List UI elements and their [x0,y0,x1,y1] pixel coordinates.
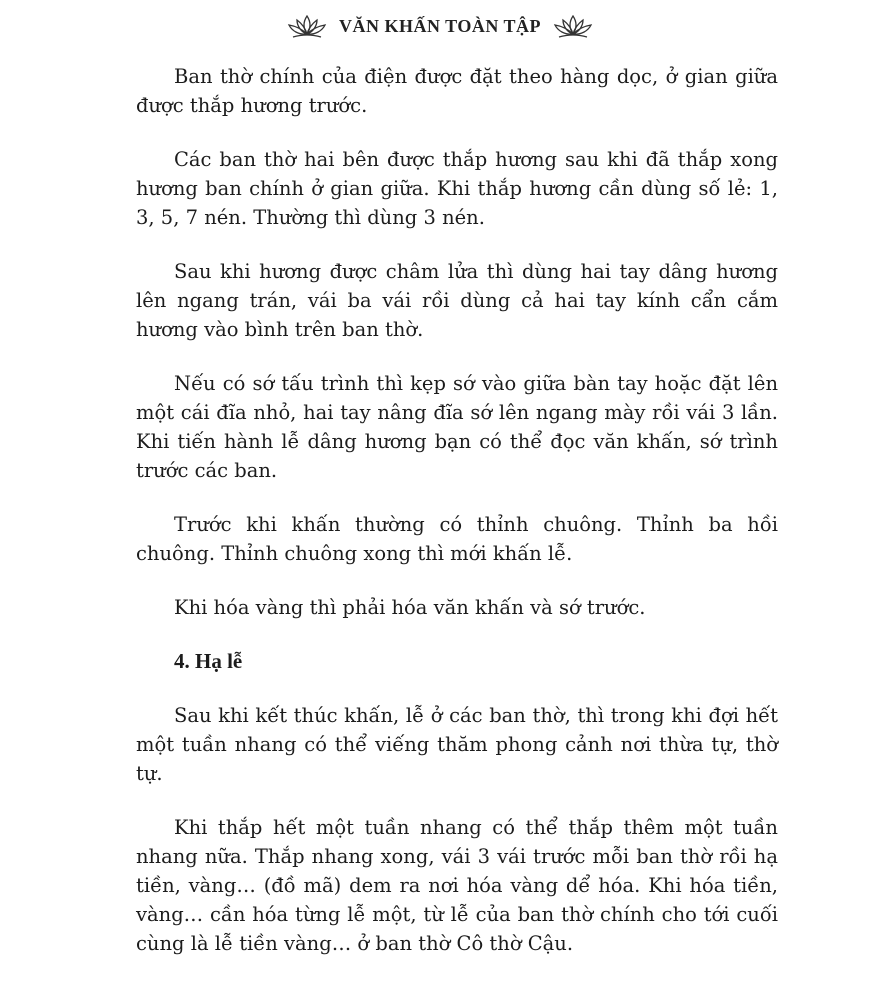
paragraph: Sau khi kết thúc khấn, lễ ở các ban thờ, thì trong khi đợi hết một tuần nhang có thể viếng thăm phong cảnh nơi thừa tự, thờ tự. [136,704,778,785]
book-title: VĂN KHẤN TOÀN TẬP [338,15,542,36]
paragraph: Sau khi hương được châm lửa thì dùng hai tay dâng hương lên ngang trán, vái ba vái rồi dùng cả hai tay kính cẩn cắm hương vào bình trên ban thờ. [136,260,778,341]
paragraph: Khi hóa vàng thì phải hóa văn khấn và sớ trước. [174,596,646,619]
lotus-icon [553,12,593,40]
paragraph: Trước khi khấn thường có thỉnh chuông. Thỉnh ba hồi chuông. Thỉnh chuông xong thì mới khấn lễ. [136,513,778,565]
running-header [0,8,880,44]
paragraph: Khi thắp hết một tuần nhang có thể thắp thêm một tuần nhang nữa. Thắp nhang xong, vái 3 vái trước mỗi ban thờ rồi hạ tiền, vàng… (đồ mã) dem ra nơi hóa vàng dể hóa. Khi hóa tiền, vàng… cần hóa từng lễ một, từ lễ của ban thờ chính cho tới cuối cùng là lễ tiền vàng… ở ban thờ Cô thờ Cậu. [136,816,778,955]
paragraph: Nếu có sớ tấu trình thì kẹp sớ vào giữa bàn tay hoặc đặt lên một cái đĩa nhỏ, hai tay nâng đĩa sớ lên ngang mày rồi vái 3 lần. Khi tiến hành lễ dâng hương bạn có thể đọc văn khấn, sớ trình trước các ban. [136,372,778,482]
page-body [136,62,778,983]
section-heading: 4. Hạ lễ [174,649,243,673]
paragraph: Các ban thờ hai bên được thắp hương sau khi đã thắp xong hương ban chính ở gian giữa. Khi thắp hương cần dùng số lẻ: 1, 3, 5, 7 nén. Thường thì dùng 3 nén. [136,148,778,229]
lotus-icon [287,12,327,40]
paragraph: Ban thờ chính của điện được đặt theo hàng dọc, ở gian giữa được thắp hương trước. [136,65,778,117]
